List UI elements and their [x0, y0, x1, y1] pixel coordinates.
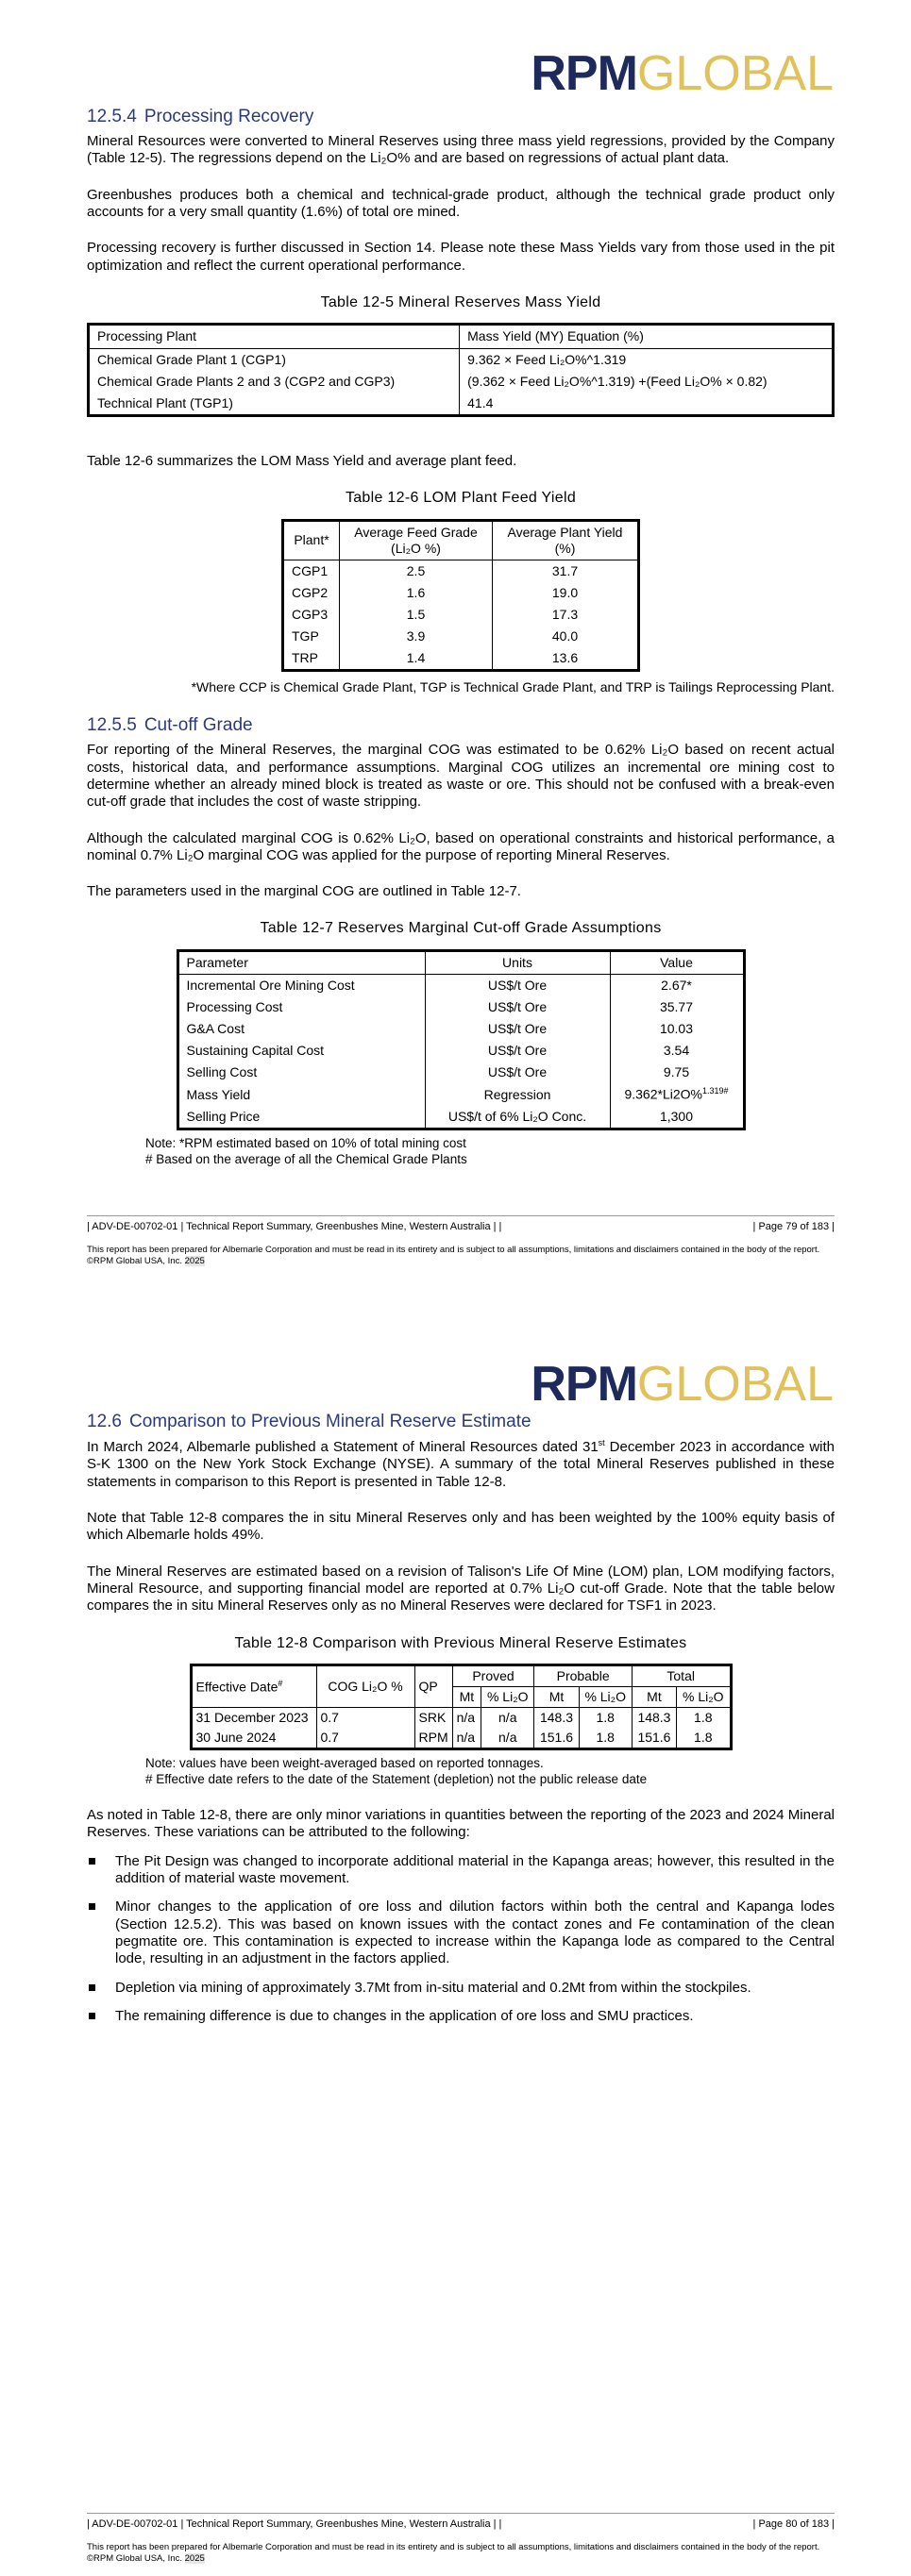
table-12-5 [87, 323, 835, 416]
table-cell: 9.362 × Feed Li₂O%^1.319 [467, 351, 627, 367]
table-row [89, 371, 834, 393]
table-cell: SRK [414, 1708, 452, 1729]
table-cell: CGP3 [283, 604, 340, 626]
table-cell: 1.8 [579, 1708, 632, 1729]
paragraph: Although the calculated marginal COG is 0.62% Li₂O, based on operational constraints and historical performance, a nominal 0.7% Li₂O marginal COG was applied for the purpose of reporting Mineral Reserves. [87, 829, 835, 863]
table-cell: 40.0 [551, 627, 579, 644]
section-heading-12-5-5: 12.5.5 Cut-off Grade [87, 715, 253, 736]
paragraph: The parameters used in the marginal COG are outlined in Table 12-7. [87, 883, 521, 900]
table-cell: Sustaining Capital Cost [177, 1040, 425, 1062]
table-cell: Processing Cost [177, 996, 425, 1018]
table-cell: TRP [283, 647, 340, 671]
paragraph: Greenbushes produces both a chemical and technical-grade product, although the technical grade product only accounts for a very small quantity (1.6%) of total ore mined. [87, 186, 835, 221]
table-header-cell: Mt [632, 1687, 676, 1708]
table-cell: (9.362 × Feed Li₂O%^1.319) +(Feed Li₂O% × 0.82) [467, 373, 768, 389]
table-cell: US$/t Ore [425, 975, 610, 997]
table-cell: CGP2 [283, 582, 340, 604]
table-cell: 31.7 [551, 562, 579, 578]
table-row [177, 1062, 744, 1083]
table-cell: 13.6 [551, 650, 579, 666]
table-header-cell: Average Plant Yield (%) [493, 520, 639, 560]
paragraph: Note that Table 12-8 compares the in situ Mineral Reserves only and has been weighted by the 100% equity basis of which Albemarle holds 49%. [87, 1510, 835, 1544]
table-row [89, 393, 834, 416]
variation-bullet-list [87, 1853, 835, 2025]
table-cell: 1.8 [677, 1708, 731, 1729]
table-cell: Chemical Grade Plants 2 and 3 (CGP2 and CGP3) [89, 371, 460, 393]
table-row [177, 996, 744, 1018]
table-header-cell: Units [425, 950, 610, 974]
table-cell: 9.362*Li2O%$^{1.319\#}$ [624, 1086, 729, 1103]
table-header-cell: % Li₂O [579, 1687, 632, 1708]
footer-page-number: | Page 80 of 183 | [752, 2518, 835, 2530]
table-cell: 3.9 [340, 626, 493, 647]
table-cell: US$/t Ore [425, 1062, 610, 1083]
table-12-8 [190, 1664, 733, 1750]
footer-disclaimer: This report has been prepared for Albemarle Corporation and must be read in its entirety and is subject to all assumptions, limitations and disclaimers contained in the body of the report. ©RPM Global USA, Inc. 2025 [87, 2542, 820, 2565]
report-page-80 [0, 1288, 911, 2576]
footer-disclaimer: This report has been prepared for Albemarle Corporation and must be read in its entirety and is subject to all assumptions, limitations and disclaimers contained in the body of the report. ©RPM Global USA, Inc. 2025 [87, 1245, 820, 1267]
table-row [191, 1728, 731, 1749]
table-cell: n/a [481, 1728, 534, 1749]
table-header-cell: QP [414, 1665, 452, 1708]
table-cell: US$/t Ore [425, 996, 610, 1018]
table-row [177, 1018, 744, 1040]
table-cell: US$/t Ore [425, 1040, 610, 1062]
table-cell: Regression [425, 1083, 610, 1106]
table-cell: 1.8 [677, 1728, 731, 1749]
table-header-cell: Processing Plant [89, 325, 460, 348]
paragraph: Table 12-6 summarizes the LOM Mass Yield and average plant feed. [87, 452, 517, 469]
paragraph: As noted in Table 12-8, there are only minor variations in quantities between the reporting of the 2023 and 2024 Mineral Reserves. These variations can be attributed to the following: [87, 1807, 835, 1841]
table-cell: 148.3 [534, 1708, 579, 1729]
table-cell: 1,300 [659, 1109, 694, 1125]
table-cell: 1.5 [340, 604, 493, 626]
table-cell: 0.7 [316, 1708, 414, 1729]
table-cell: Chemical Grade Plant 1 (CGP1) [89, 348, 460, 371]
table-row [283, 626, 639, 647]
table-row [177, 1106, 744, 1129]
table-header-cell: Probable [534, 1665, 632, 1687]
table-cell: n/a [452, 1708, 481, 1729]
table-cell: 41.4 [467, 394, 494, 410]
table-header-cell: Plant* [283, 520, 340, 560]
table-cell: 151.6 [632, 1728, 676, 1749]
table-row [191, 1708, 731, 1729]
table-header-cell: Total [632, 1665, 731, 1687]
paragraph: The Mineral Reserves are estimated based on a revision of Talison's Life Of Mine (LOM) plan, LOM modifying factors, Mineral Resource, and supporting financial model are reported at 0.7% Li₂O cut-off Grade. Note that the table below compares the in situ Mineral Reserves only as no Mineral Reserves were declared for TSF1 in 2023. [87, 1563, 835, 1614]
paragraph: Mineral Resources were converted to Mineral Reserves using three mass yield regressions, provided by the Company (Table 12-5). The regressions depend on the Li₂O% and are based on regressions of actual plant data. [87, 133, 835, 167]
table-header-cell: Mt [452, 1687, 481, 1708]
table-cell: RPM [414, 1728, 452, 1749]
table-cell: 151.6 [534, 1728, 579, 1749]
page-footer [87, 2513, 835, 2565]
list-item: Minor changes to the application of ore loss and dilution factors within both the central and Kapanga lodes (Section 12.5.2). This was based on known issues with the contact zones and Fe contamination of the clean pegmatite ore. This contamination is expected to increase within the Kapanga lode as compared to the Central lode, resulting in an adjustment in the factors applied. [87, 1899, 835, 1967]
paragraph: In March 2024, Albemarle published a Statement of Mineral Resources dated 31st December 2023 in accordance with S-K 1300 on the New York Stock Exchange (NYSE). A summary of the total Mineral Reserves published in these statements in comparison to this Report is presented in Table 12-8. [87, 1438, 835, 1490]
table-12-5-caption: Table 12-5 Mineral Reserves Mass Yield [320, 293, 601, 310]
section-heading-12-6: 12.6 Comparison to Previous Mineral Reserve Estimate [87, 1412, 531, 1431]
table-cell: 148.3 [632, 1708, 676, 1729]
table-12-6-caption: Table 12-6 LOM Plant Feed Yield [345, 490, 577, 507]
table-row [177, 1083, 744, 1106]
table-cell: 31 December 2023 [191, 1708, 316, 1729]
table-cell: 9.75 [663, 1064, 690, 1080]
list-item: The remaining difference is due to changes in the application of ore loss and SMU practices. [87, 2008, 835, 2025]
paragraph: For reporting of the Mineral Reserves, the marginal COG was estimated to be 0.62% Li₂O based on recent actual costs, historical data, and performance assumptions. Marginal COG utilizes an incremental ore mining cost to determine whether an already mined block is treated as waste or ore. This should not be confused with a break-even cut-off grade that includes the cost of waste stripping. [87, 742, 835, 811]
table-cell: 10.03 [659, 1021, 694, 1037]
table-cell: 17.3 [551, 606, 579, 622]
table-cell: 2.67* [661, 978, 692, 994]
table-header-cell: Average Feed Grade (Li₂O %) [340, 520, 493, 560]
paragraph: Processing recovery is further discussed in Section 14. Please note these Mass Yields vary from those used in the pit optimization and reflect the current operational performance. [87, 240, 835, 274]
table-cell: TGP [283, 626, 340, 647]
table-header-cell: Value [610, 950, 744, 974]
page-80-body [87, 1411, 835, 2036]
list-item: Depletion via mining of approximately 3.7Mt from in-situ material and 0.2Mt from within the stockpiles. [87, 1980, 835, 1997]
table-header-cell: % Li₂O [481, 1687, 534, 1708]
table-12-7-caption: Table 12-7 Reserves Marginal Cut-off Grade Assumptions [260, 920, 662, 937]
table-header-cell: Parameter [177, 950, 425, 974]
table-cell: US$/t Ore [425, 1018, 610, 1040]
table-cell: 35.77 [659, 999, 694, 1015]
page-footer [87, 1215, 835, 1267]
page-79-body [87, 106, 835, 1168]
table-row [283, 582, 639, 604]
table-row [89, 348, 834, 371]
table-cell: Mass Yield [177, 1083, 425, 1106]
table-cell: n/a [452, 1728, 481, 1749]
table-12-6 [281, 519, 640, 673]
table-cell: 0.7 [316, 1728, 414, 1749]
table-12-8-notes: Note: values have been weight-averaged based on reported tonnages. # Effective date refers to the date of the Statement (depletion) not the public release date [145, 1756, 648, 1787]
table-row [283, 560, 639, 582]
rpm-global-logo: RPMGLOBAL [531, 1357, 834, 1412]
table-row [283, 604, 639, 626]
table-header-cell: Effective Date# [191, 1665, 316, 1708]
table-cell: CGP1 [283, 560, 340, 582]
table-cell: 1.4 [340, 647, 493, 671]
table-cell: US$/t of 6% Li₂O Conc. [425, 1106, 610, 1129]
table-header-cell: Mass Yield (MY) Equation (%) [460, 325, 834, 348]
table-12-7-notes: Note: *RPM estimated based on 10% of total mining cost # Based on the average of all the Chemical Grade Plants [145, 1136, 467, 1167]
table-header-cell: Proved [452, 1665, 534, 1687]
table-row [177, 1040, 744, 1062]
table-cell: 2.5 [340, 560, 493, 582]
table-header-cell: % Li₂O [677, 1687, 731, 1708]
table-cell: Technical Plant (TGP1) [89, 393, 460, 416]
table-cell: Incremental Ore Mining Cost [177, 975, 425, 997]
table-header-cell: COG Li₂O % [316, 1665, 414, 1708]
table-12-6-footnote: *Where CCP is Chemical Grade Plant, TGP is Technical Grade Plant, and TRP is Tailings Reprocessing Plant. [191, 679, 835, 695]
rpm-global-logo: RPMGLOBAL [531, 46, 834, 101]
list-item: The Pit Design was changed to incorporate additional material in the Kapanga areas; however, this resulted in the addition of material waste movement. [87, 1853, 835, 1888]
table-cell: 1.6 [340, 582, 493, 604]
table-cell: Selling Price [177, 1106, 425, 1129]
table-cell: 19.0 [551, 584, 579, 600]
table-cell: 1.8 [579, 1728, 632, 1749]
table-row [283, 647, 639, 671]
table-cell: n/a [481, 1708, 534, 1729]
table-cell: Selling Cost [177, 1062, 425, 1083]
section-heading-12-5-4: 12.5.4 Processing Recovery [87, 107, 314, 126]
table-12-8-caption: Table 12-8 Comparison with Previous Mineral Reserve Estimates [234, 1634, 687, 1651]
table-cell: G&A Cost [177, 1018, 425, 1040]
table-cell: 3.54 [663, 1043, 690, 1059]
footer-page-number: | Page 79 of 183 | [752, 1221, 835, 1232]
table-row [177, 975, 744, 997]
table-12-7 [177, 949, 746, 1130]
table-header-cell: Mt [534, 1687, 579, 1708]
footer-doc-ref: | ADV-DE-00702-01 | Technical Report Summary, Greenbushes Mine, Western Australia | | [87, 1221, 502, 1232]
table-cell: 30 June 2024 [191, 1728, 316, 1749]
footer-doc-ref: | ADV-DE-00702-01 | Technical Report Summary, Greenbushes Mine, Western Australia | | [87, 2518, 502, 2530]
